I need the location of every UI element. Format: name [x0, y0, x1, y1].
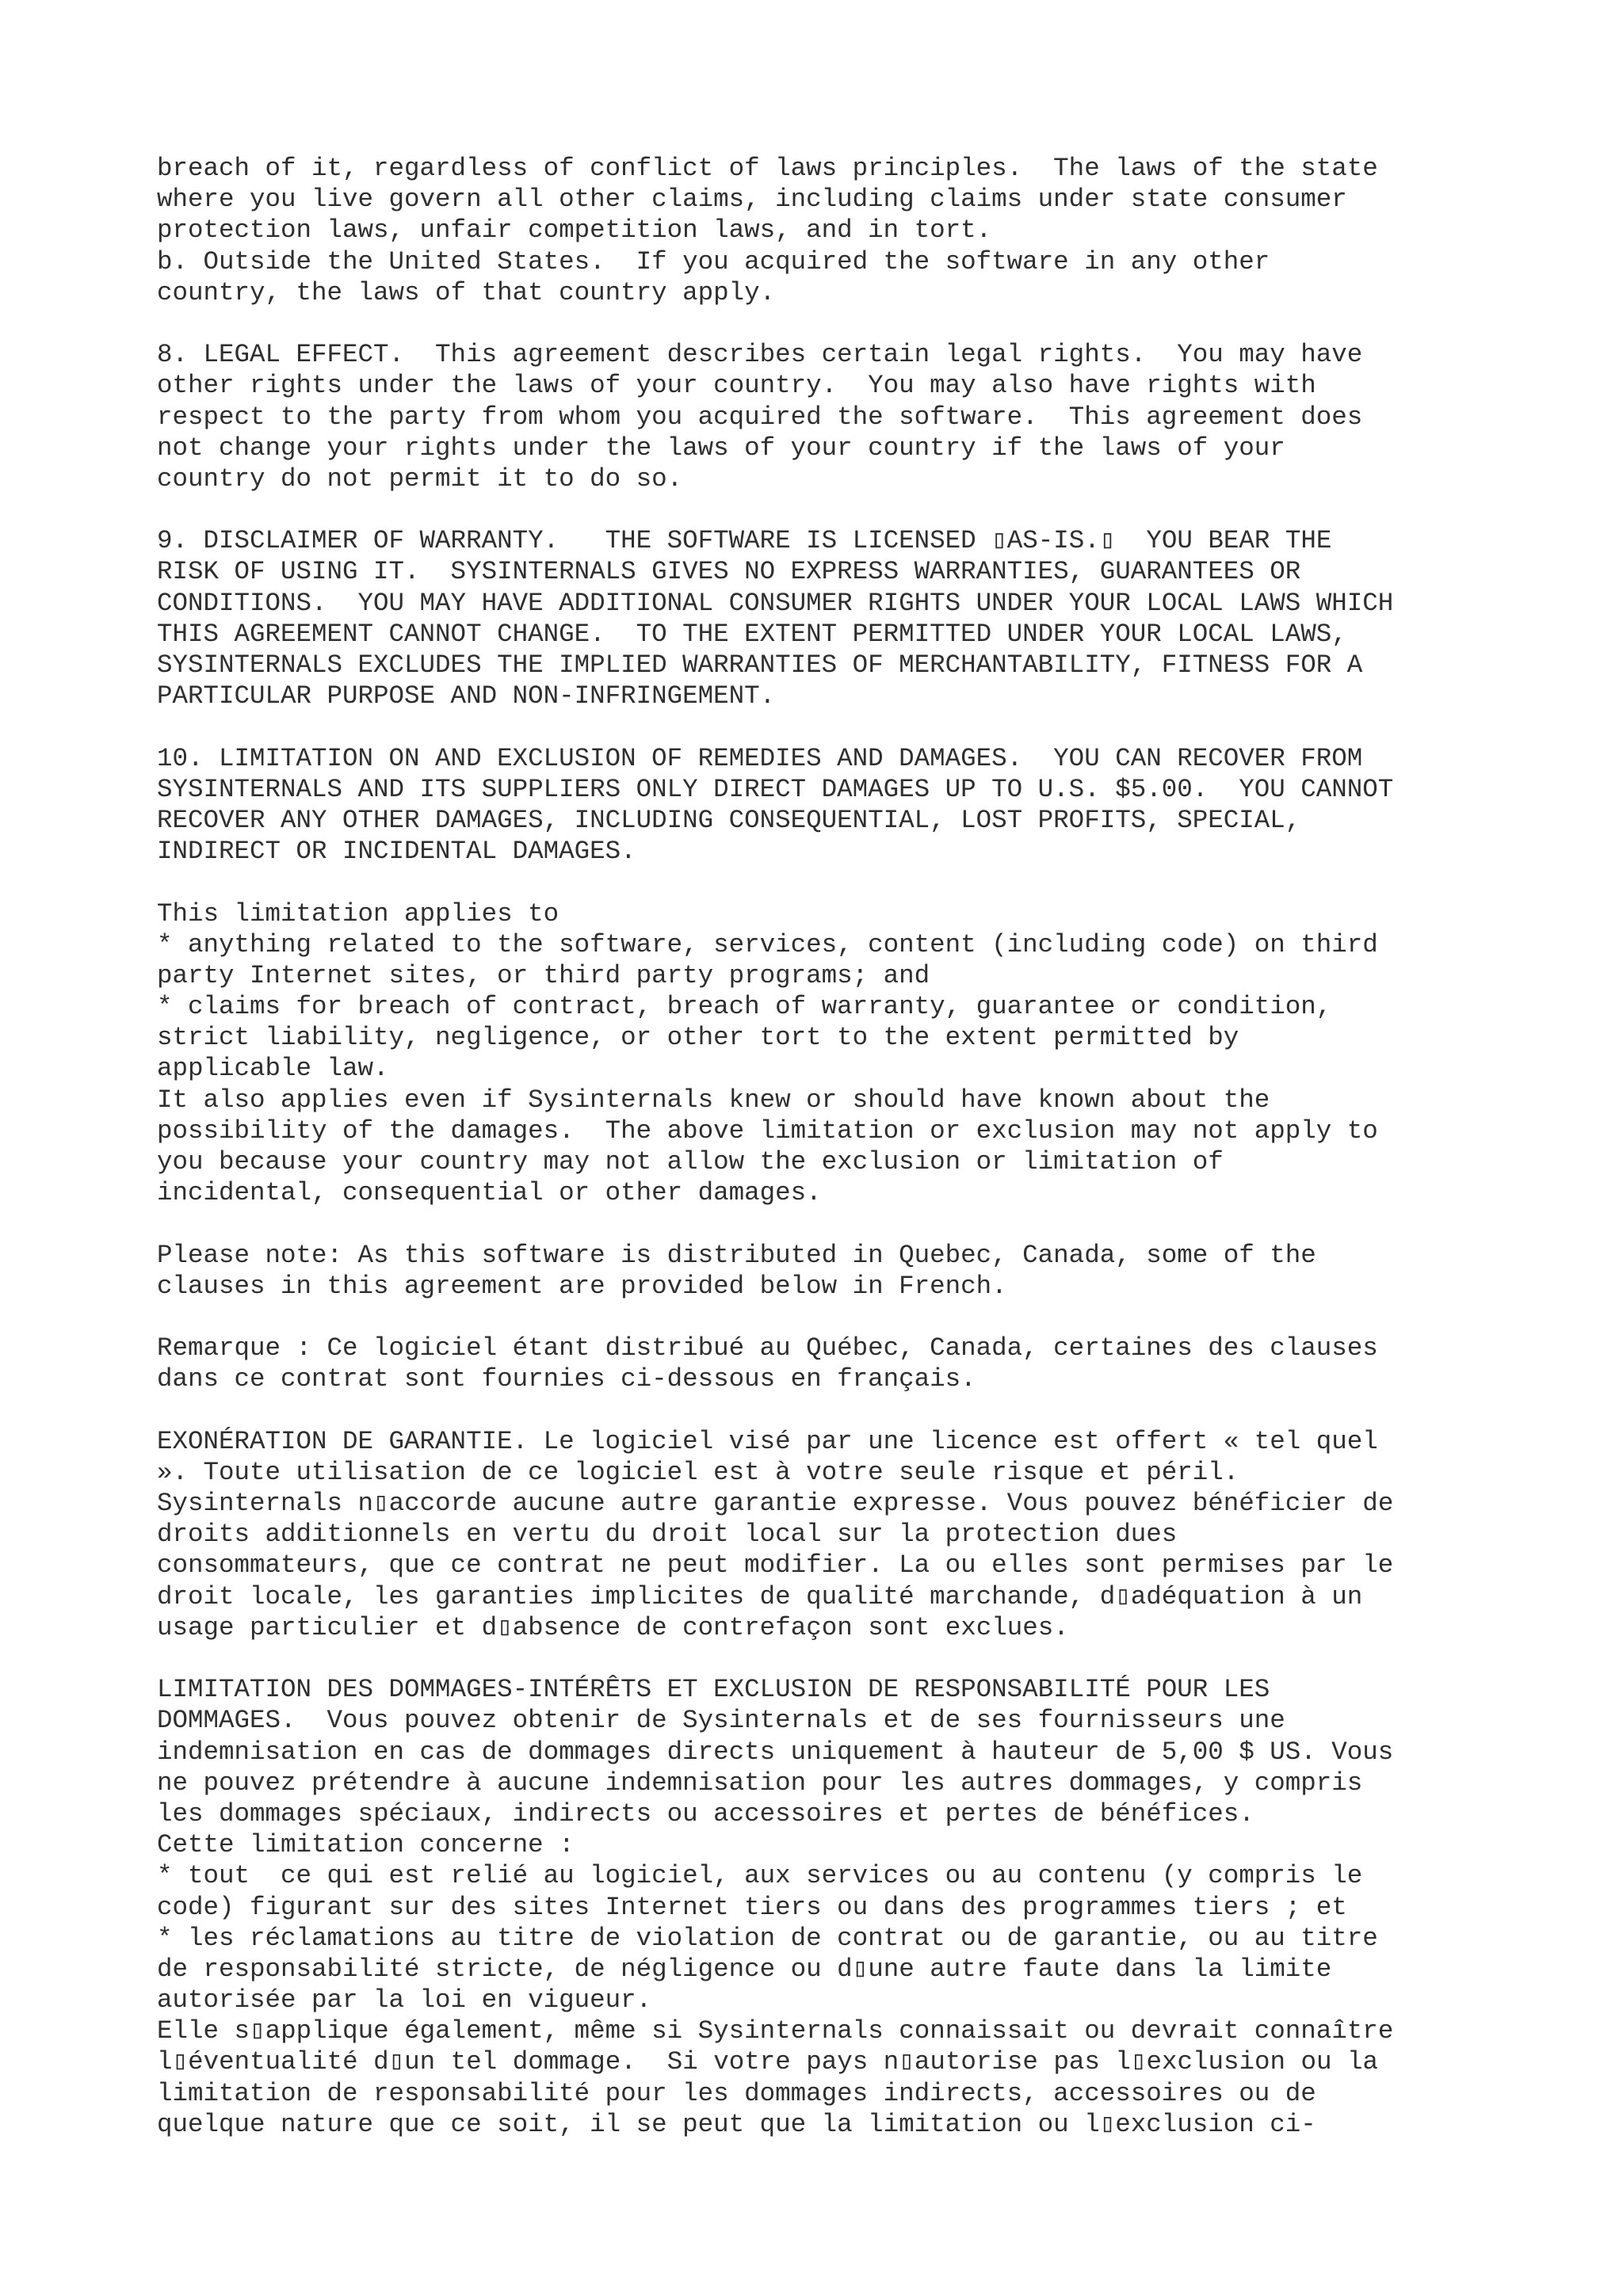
text-line: indemnisation en cas de dommages directs uniquement à hauteur de 5,00 $ US. Vous [157, 1737, 1394, 1767]
text-line: possibility of the damages. The above limitation or exclusion may not apply to [157, 1116, 1378, 1146]
text-line: It also applies even if Sysinternals knew or should have known about the [157, 1085, 1270, 1115]
paragraph-gap [157, 867, 1504, 898]
exoneration-de-garantie-paragraph [157, 1426, 1504, 1643]
text-line: droit locale, les garanties implicites de qualité marchande, d▯adéquation à un [157, 1581, 1363, 1611]
text-line: Remarque : Ce logiciel étant distribué au Québec, Canada, certaines des clauses [157, 1333, 1378, 1363]
text-line: LIMITATION DES DOMMAGES-INTÉRÊTS ET EXCLUSION DE RESPONSABILITÉ POUR LES [157, 1675, 1270, 1705]
text-line: respect to the party from whom you acquired the software. This agreement does [157, 402, 1363, 432]
text-line: Elle s▯applique également, même si Sysinternals connaissait ou devrait connaître [157, 2016, 1394, 2046]
text-line: * les réclamations au titre de violation de contrat ou de garantie, ou au titre [157, 1923, 1378, 1953]
paragraph-gap [157, 1395, 1504, 1426]
disclaimer-of-warranty-paragraph [157, 525, 1504, 711]
paragraph-gap [157, 1302, 1504, 1333]
quebec-note-french-paragraph [157, 1333, 1504, 1394]
paragraph-gap [157, 494, 1504, 525]
limitation-applies-paragraph [157, 898, 1504, 1209]
limitation-on-remedies-paragraph [157, 743, 1504, 868]
text-line: strict liability, negligence, or other tort to the extent permitted by [157, 1023, 1239, 1053]
text-line: ». Toute utilisation de ce logiciel est à votre seule risque et péril. [157, 1457, 1239, 1487]
text-line: b. Outside the United States. If you acquired the software in any other [157, 246, 1270, 277]
text-line: clauses in this agreement are provided below in French. [157, 1271, 1007, 1301]
legal-effect-paragraph [157, 339, 1504, 494]
text-line: 9. DISCLAIMER OF WARRANTY. THE SOFTWARE IS LICENSED ▯AS-IS.▯ YOU BEAR THE [157, 526, 1332, 556]
text-line: code) figurant sur des sites Internet tiers ou dans des programmes tiers ; et [157, 1892, 1347, 1922]
quebec-note-english-paragraph [157, 1240, 1504, 1302]
text-line: droits additionnels en vertu du droit local sur la protection dues [157, 1520, 1178, 1550]
text-line: SYSINTERNALS EXCLUDES THE IMPLIED WARRANTIES OF MERCHANTABILITY, FITNESS FOR A [157, 650, 1363, 680]
text-line: * tout ce qui est relié au logiciel, aux services ou au contenu (y compris le [157, 1861, 1363, 1891]
text-line: l▯éventualité d▯un tel dommage. Si votre pays n▯autorise pas l▯exclusion ou la [157, 2047, 1379, 2077]
text-line: INDIRECT OR INCIDENTAL DAMAGES. [157, 837, 636, 867]
text-line: CONDITIONS. YOU MAY HAVE ADDITIONAL CONSUMER RIGHTS UNDER YOUR LOCAL LAWS WHICH [157, 588, 1394, 618]
text-line: Sysinternals n▯accorde aucune autre garantie expresse. Vous pouvez bénéficier de [157, 1489, 1394, 1519]
text-line: 8. LEGAL EFFECT. This agreement describes certain legal rights. You may have [157, 340, 1363, 370]
text-line: where you live govern all other claims, including claims under state consumer [157, 185, 1347, 215]
text-line: protection laws, unfair competition laws, and in tort. [157, 215, 992, 246]
text-line: limitation de responsabilité pour les dommages indirects, accessoires ou de [157, 2078, 1316, 2108]
text-line: country, the laws of that country apply. [157, 277, 776, 307]
text-line: other rights under the laws of your country. You may also have rights with [157, 371, 1316, 401]
text-line: DOMMAGES. Vous pouvez obtenir de Sysinternals et de ses fournisseurs une [157, 1706, 1285, 1736]
text-line: not change your rights under the laws of your country if the laws of your [157, 433, 1285, 463]
text-line: SYSINTERNALS AND ITS SUPPLIERS ONLY DIRECT DAMAGES UP TO U.S. $5.00. YOU CANNOT [157, 774, 1394, 804]
text-line: Cette limitation concerne : [157, 1830, 575, 1860]
text-line: party Internet sites, or third party programs; and [157, 960, 930, 990]
text-line: * claims for breach of contract, breach of warranty, guarantee or condition, [157, 992, 1332, 1022]
text-line: country do not permit it to do so. [157, 463, 683, 494]
text-line: EXONÉRATION DE GARANTIE. Le logiciel visé par une licence est offert « tel quel [157, 1426, 1378, 1456]
text-line: consommateurs, que ce contrat ne peut modifier. La ou elles sont permises par le [157, 1550, 1394, 1581]
text-line: THIS AGREEMENT CANNOT CHANGE. TO THE EXTENT PERMITTED UNDER YOUR LOCAL LAWS, [157, 619, 1347, 649]
text-line: breach of it, regardless of conflict of laws principles. The laws of the state [157, 154, 1378, 183]
text-line: RECOVER ANY OTHER DAMAGES, INCLUDING CONSEQUENTIAL, LOST PROFITS, SPECIAL, [157, 805, 1301, 835]
text-line: you because your country may not allow the exclusion or limitation of [157, 1147, 1224, 1177]
text-line: Please note: As this software is distributed in Quebec, Canada, some of the [157, 1240, 1316, 1270]
limitation-des-dommages-paragraph [157, 1674, 1504, 2140]
paragraph-gap [157, 308, 1504, 339]
text-line: les dommages spéciaux, indirects ou accessoires et pertes de bénéfices. [157, 1798, 1254, 1829]
text-line: PARTICULAR PURPOSE AND NON-INFRINGEMENT. [157, 681, 776, 711]
governing-law-paragraph [157, 153, 1504, 308]
text-line: autorisée par la loi en vigueur. [157, 1985, 652, 2016]
paragraph-gap [157, 711, 1504, 742]
text-line: 10. LIMITATION ON AND EXCLUSION OF REMEDIES AND DAMAGES. YOU CAN RECOVER FROM [157, 743, 1363, 773]
text-line: * anything related to the software, services, content (including code) on third [157, 929, 1378, 959]
text-line: This limitation applies to [157, 898, 559, 929]
paragraph-gap [157, 1643, 1504, 1674]
text-line: de responsabilité stricte, de négligence ou d▯une autre faute dans la limite [157, 1954, 1332, 1984]
text-line: RISK OF USING IT. SYSINTERNALS GIVES NO EXPRESS WARRANTIES, GUARANTEES OR [157, 557, 1301, 587]
text-line: dans ce contrat sont fournies ci-dessous en français. [157, 1364, 976, 1394]
text-line: applicable law. [157, 1054, 389, 1084]
license-page [157, 153, 1504, 2140]
text-line: ne pouvez prétendre à aucune indemnisation pour les autres dommages, y compris [157, 1768, 1363, 1798]
paragraph-gap [157, 1208, 1504, 1239]
text-line: incidental, consequential or other damages. [157, 1178, 822, 1208]
text-line: quelque nature que ce soit, il se peut que la limitation ou l▯exclusion ci- [157, 2109, 1316, 2139]
text-line: usage particulier et d▯absence de contrefaçon sont exclues. [157, 1612, 1069, 1642]
